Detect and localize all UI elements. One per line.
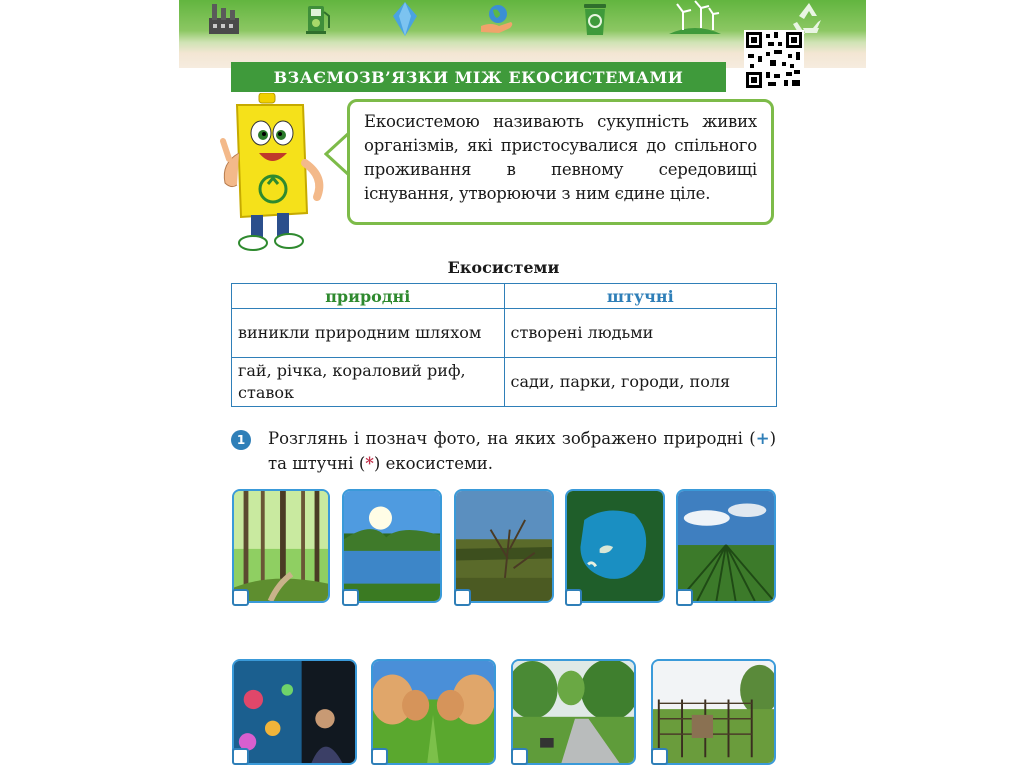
task-text-part: ) та штучні ( (268, 429, 776, 473)
table-header-row (232, 284, 777, 309)
table-cell: гай, річка, кораловий риф, ставок (232, 358, 505, 407)
park-photo (511, 659, 636, 765)
table-caption: Екосистеми (447, 258, 560, 277)
table-cell: сади, парки, городи, поля (504, 358, 777, 407)
qr-code[interactable] (744, 30, 804, 90)
globe-in-hand-icon (477, 0, 517, 38)
checkbox-swamp[interactable] (454, 589, 471, 606)
aquarium-photo (232, 659, 357, 765)
field-photo (676, 489, 776, 603)
checkbox-aquarium[interactable] (232, 748, 249, 765)
checkbox-river[interactable] (342, 589, 359, 606)
swamp-photo (454, 489, 554, 603)
lake-aerial-photo (565, 489, 665, 603)
table-cell: створені людьми (504, 309, 777, 358)
header-artificial: штучні (504, 284, 777, 309)
river-photo (342, 489, 442, 603)
table-cell: виникли природним шляхом (232, 309, 505, 358)
task-text-part: ) екосистеми. (373, 454, 494, 473)
forest-photo (232, 489, 330, 603)
fuel-pump-icon (297, 0, 337, 38)
task-text-part: Розглянь і познач фото, на яких зображено природні ( (268, 429, 756, 448)
checkbox-forest[interactable] (232, 589, 249, 606)
checkbox-park[interactable] (511, 748, 528, 765)
checkbox-lake[interactable] (565, 589, 582, 606)
asterisk-symbol: * (365, 454, 374, 473)
recycle-bin-mascot (215, 93, 335, 253)
header-natural: природні (232, 284, 505, 309)
checkbox-garden[interactable] (651, 748, 668, 765)
checkbox-orchard[interactable] (371, 748, 388, 765)
section-title-bar (231, 62, 726, 92)
table-row (232, 358, 777, 407)
definition-bubble (347, 99, 774, 225)
section-title: ВЗАЄМОЗВ’ЯЗКИ МІЖ ЕКОСИСТЕМАМИ (273, 67, 684, 87)
garden-photo (651, 659, 776, 765)
definition-text: Екосистемою називають сукупність живих організмів, які пристосувалися до спільного проживання в певному середовищі існування, утворюючи з ним єдине ціле. (364, 112, 757, 203)
recycle-bin-icon (575, 0, 615, 38)
table-row (232, 309, 777, 358)
ecosystems-table (231, 283, 777, 407)
textbook-page (179, 0, 866, 768)
crystal-icon (385, 0, 425, 38)
orchard-photo (371, 659, 496, 765)
plus-symbol: + (755, 429, 770, 448)
checkbox-field[interactable] (676, 589, 693, 606)
wind-turbines-icon (669, 0, 721, 38)
task-number-badge: 1 (231, 430, 251, 450)
task-text (268, 426, 776, 476)
factory-icon (203, 0, 243, 38)
